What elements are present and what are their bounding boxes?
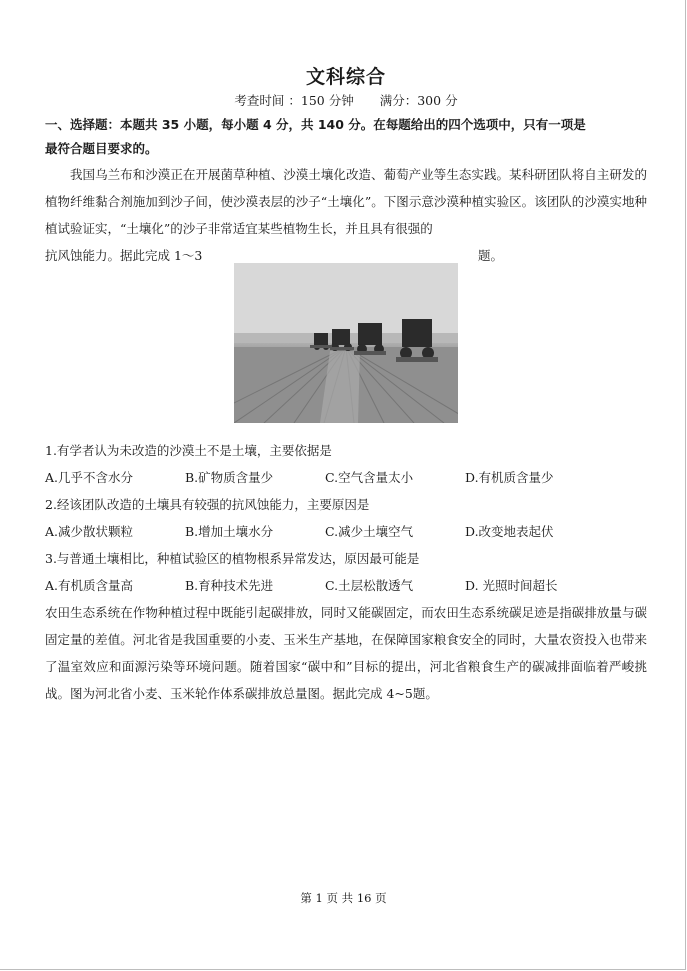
page-footer: 第 1 页 共 16 页 <box>300 891 387 905</box>
exam-meta <box>45 91 647 109</box>
question-1 <box>45 437 647 491</box>
question-3-stem: 3.与普通土壤相比，种植试验区的植物根系异常发达，原因最可能是 <box>45 551 420 566</box>
question-3-options <box>45 572 647 599</box>
option-a: A.减少散状颗粒 <box>45 524 134 539</box>
exam-content <box>45 62 647 707</box>
desert-planting-photo <box>234 263 458 423</box>
passage-1-tail-left: 抗风蚀能力。据此完成 1～3 <box>45 248 203 263</box>
question-1-options <box>45 464 647 491</box>
question-2-options <box>45 518 647 545</box>
section-heading-line2: 最符合题目要求的。 <box>45 141 158 156</box>
question-3 <box>45 545 647 599</box>
exam-time: 考查时间 ：150 分钟 <box>234 93 354 108</box>
option-d: D. 光照时间超长 <box>465 578 558 593</box>
option-b: B.矿物质含量少 <box>185 470 274 485</box>
option-a: A.几乎不含水分 <box>45 470 134 485</box>
section-heading <box>45 113 647 161</box>
question-2-stem: 2.经该团队改造的土壤具有较强的抗风蚀能力，主要原因是 <box>45 497 370 512</box>
exam-title: 文科综合 <box>305 66 386 88</box>
option-c: C.减少土壤空气 <box>325 524 414 539</box>
question-2 <box>45 491 647 545</box>
option-c: C.土层松散透气 <box>325 578 414 593</box>
photo-container <box>45 263 647 423</box>
passage-2: 农田生态系统在作物种植过程中既能引起碳排放，同时又能碳固定，而农田生态系统碳足迹是指碳排放量与碳固定量的差值。河北省是我国重要的小麦、玉米生产基地，在保障国家粮食安全的同时，大量农资投入也带来了温室效应和面源污染等环境问题。随着国家“碳中和”目标的提出，河北省粮食生产的碳减排面临着严峻挑战。图为河北省小麦、玉米轮作体系碳排放总量图。据此完成 4~5题。 <box>45 605 647 701</box>
option-c: C.空气含量太小 <box>325 470 414 485</box>
passage-1-tail-right: 题。 <box>477 248 503 263</box>
section-heading-line1: 一、选择题：本题共 35 小题，每小题 4 分，共 140 分。在每题给出的四个选项中，只有一项是 <box>45 117 586 132</box>
option-d: D.有机质含量少 <box>465 470 554 485</box>
option-b: B.增加土壤水分 <box>185 524 274 539</box>
full-score: 满分：300 分 <box>379 93 458 108</box>
option-a: A.有机质含量高 <box>45 578 134 593</box>
passage-1: 我国乌兰布和沙漠正在开展菌草种植、沙漠土壤化改造、葡萄产业等生态实践。某科研团队将自主研发的植物纤维黏合剂施加到沙子间，使沙漠表层的沙子“土壤化”。下图示意沙漠种植实验区。该团队的沙漠实地种植试验证实，“土壤化”的沙子非常适宜某些植物生长，并且具有很强的 <box>45 167 647 236</box>
option-b: B.育种技术先进 <box>185 578 274 593</box>
option-d: D.改变地表起伏 <box>465 524 554 539</box>
question-1-stem: 1.有学者认为未改造的沙漠土不是土壤，主要依据是 <box>45 443 332 458</box>
